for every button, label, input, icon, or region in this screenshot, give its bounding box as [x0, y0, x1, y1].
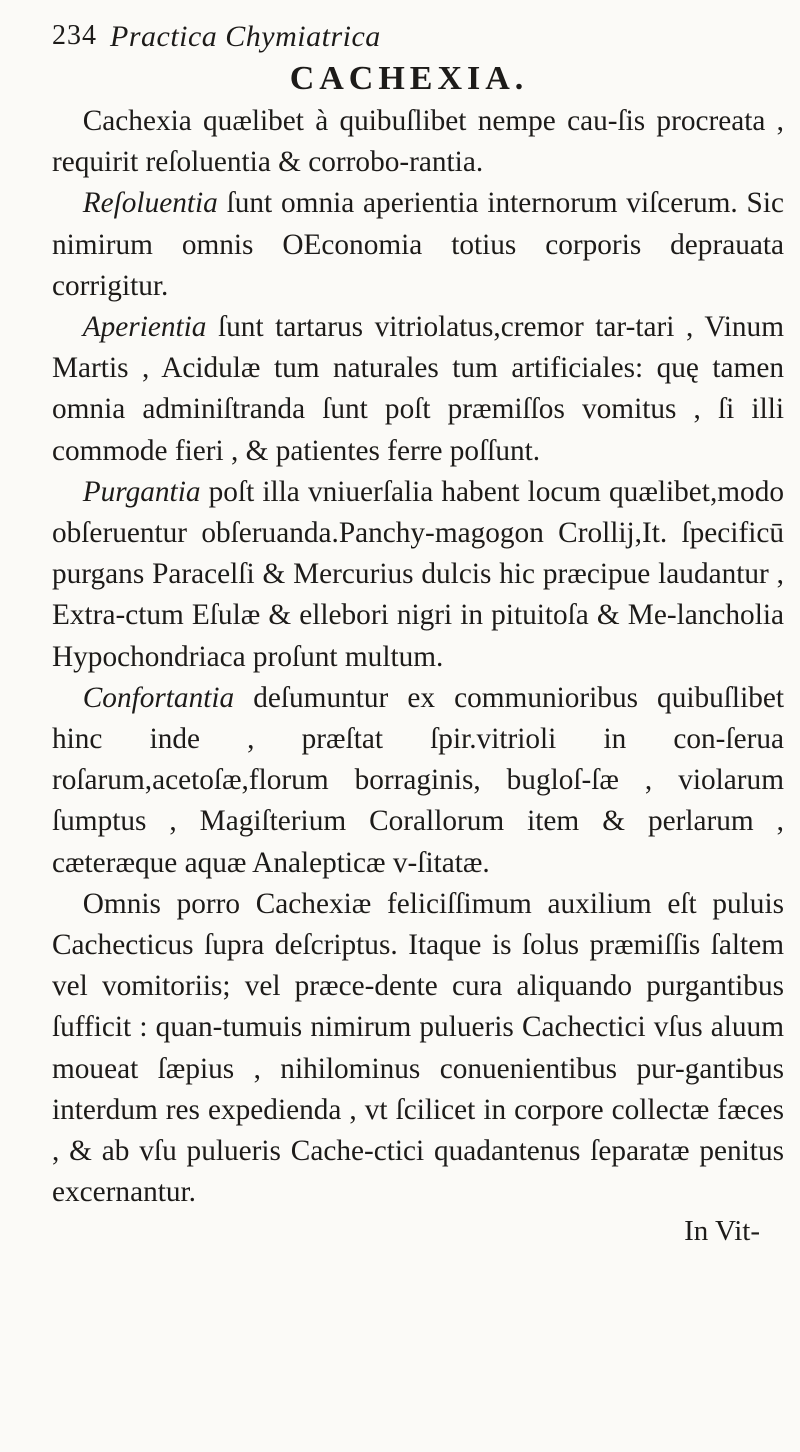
paragraph-aperientia	[52, 307, 784, 472]
paragraph-text: poſt illa vniuerſalia habent locum quælibet,modo obſeruentur obſeruanda.Panchy-magogon Crollij,It. ſpecificū purgans Paracelſi & Mercurius dulcis hic præcipue laudantur , Extra-ctum Eſulæ & ellebori nigri in pituitoſa & Me-lancholia Hypochondriaca proſunt multum.	[52, 475, 784, 673]
term-purgantia: Purgantia	[82, 475, 201, 508]
paragraph-cachexia	[52, 101, 784, 183]
term-aperientia: Aperientia	[82, 311, 207, 344]
page-number: 234	[52, 20, 97, 51]
paragraph-text: ſunt omnia aperientia internorum viſcerum. Sic nimirum omnis OEconomia totius corporis deprauata corrigitur.	[52, 187, 784, 302]
running-title: Practica Chymiatrica	[110, 20, 381, 53]
paragraph-text: deſumuntur ex communioribus quibuſlibet hinc inde , præſtat ſpir.vitrioli in con-ſerua roſarum,acetoſæ,florum borraginis, bugloſ-ſæ , violarum ſumptus , Magiſterium Corallorum item & perlarum , cæteræque aquæ Analepticæ v-ſitatæ.	[52, 681, 785, 879]
paragraph-resoluentia	[52, 183, 784, 307]
paragraph-purgantia	[52, 472, 784, 678]
paragraph-text: Cachexia quælibet à quibuſlibet nempe cau-ſis procreata , requirit reſoluentia & corrobo-rantia.	[52, 105, 784, 179]
catchword: In Vit-	[684, 1215, 760, 1248]
term-confortantia: Confortantia	[82, 681, 235, 714]
paragraph-confortantia	[52, 678, 784, 884]
section-title: CACHEXIA.	[289, 60, 529, 97]
paragraph-text: Omnis porro Cachexiæ feliciſſimum auxilium eſt puluis Cachecticus ſupra deſcriptus. Itaque is ſolus præmiſſis ſaltem vel vomitoriis; vel præce-dente cura aliquando purgantibus ſufficit : quan-tumuis nimirum pulueris Cachectici vſus aluum moueat ſæpius , nihilominus conuenientibus pur-gantibus interdum res expedienda , vt ſcilicet in corpore collectæ fæces , & ab vſu pulueris Cache-ctici quadantenus ſeparatæ penitus excernantur.	[52, 887, 784, 1209]
running-head	[52, 12, 784, 60]
paragraph-pulvis-cachecticus	[52, 884, 784, 1214]
term-resoluentia: Reſoluentia	[82, 187, 218, 220]
paragraph-text: ſunt tartarus vitriolatus,cremor tar-tari , Vinum Martis , Acidulæ tum naturales tum artificiales: quę tamen omnia adminiſtranda ſunt poſt præmiſſos vomitus , ſi illi commode fieri , & patientes ferre poſſunt.	[52, 311, 784, 467]
